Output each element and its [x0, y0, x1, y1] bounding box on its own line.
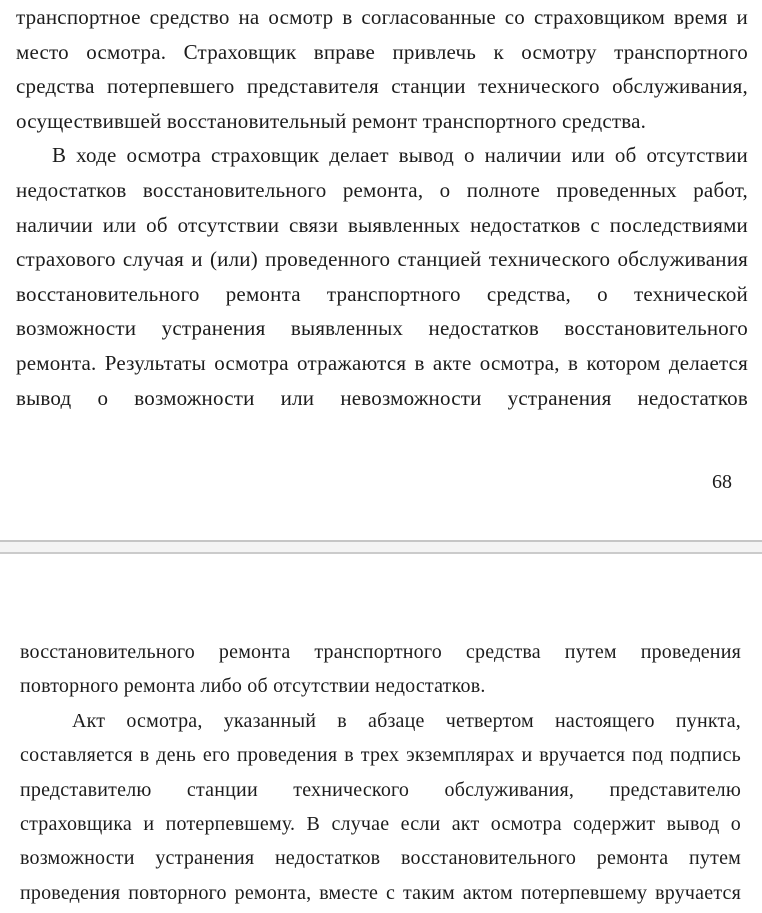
text-line: повторного ремонта либо об отсутствии недостатков.: [20, 675, 486, 698]
text-line: восстановительного ремонта транспортного средства путем проведения: [20, 641, 741, 663]
text-line: представителю станции технического обслуживания, представителю: [20, 778, 741, 801]
page-2-text: [0, 635, 762, 910]
text-line: вывод о возможности или невозможности устранения недостатков: [16, 385, 748, 410]
page-1-text: [0, 0, 762, 415]
text-line: возможности устранения выявленных недостатков восстановительного: [16, 316, 748, 341]
text-line: транспортное средство на осмотр в согласованные со страховщиком время и: [16, 5, 748, 29]
text-line: возможности устранения недостатков восстановительного ремонта путем: [20, 847, 741, 870]
text-line: осуществившей восстановительный ремонт транспортного средства.: [16, 108, 647, 133]
text-line: средства потерпевшего представителя станции технического обслуживания,: [16, 74, 748, 99]
text-line: страхового случая и (или) проведенного станцией технического обслуживания: [16, 247, 748, 272]
text-line: ремонта. Результаты осмотра отражаются в акте осмотра, в котором делается: [16, 350, 748, 375]
text-line: недостатков восстановительного ремонта, о полноте проведенных работ,: [16, 177, 748, 202]
text-line: восстановительного ремонта транспортного средства, о технической: [16, 281, 748, 306]
text-line: Акт осмотра, указанный в абзаце четвертом настоящего пункта,: [72, 709, 741, 732]
text-line: место осмотра. Страховщик вправе привлечь к осмотру транспортного: [16, 39, 748, 64]
text-line: В ходе осмотра страховщик делает вывод о наличии или об отсутствии: [52, 143, 748, 168]
page-separator: [0, 540, 762, 554]
text-line: страховщика и потерпевшему. В случае если акт осмотра содержит вывод о: [20, 813, 741, 836]
page-number: 68: [712, 471, 732, 493]
text-line: наличии или об отсутствии связи выявленных недостатков с последствиями: [16, 212, 748, 237]
text-line: составляется в день его проведения в трех экземплярах и вручается под подпись: [20, 744, 741, 767]
text-line: проведения повторного ремонта, вместе с таким актом потерпевшему вручается: [20, 881, 741, 904]
